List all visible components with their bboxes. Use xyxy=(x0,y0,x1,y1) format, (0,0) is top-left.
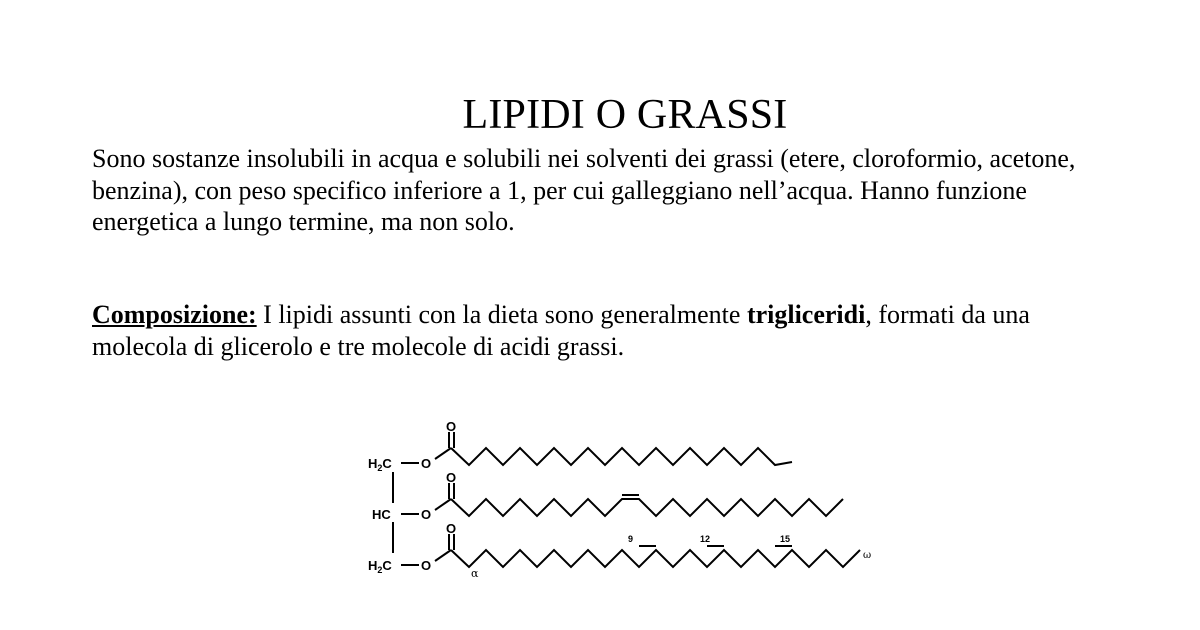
triglycerides-term: trigliceridi xyxy=(746,300,866,329)
glycerol-h2c-bottom: $H_2C$ xyxy=(368,558,392,575)
carbonyl-o-1: O xyxy=(446,419,457,434)
carbonyl-o-3: O xyxy=(446,521,457,536)
triglyceride-structure xyxy=(355,410,895,590)
carbonyl-o-2: O xyxy=(446,470,457,485)
o-c-bond-3 xyxy=(435,550,451,561)
omega-label: ω xyxy=(863,550,872,561)
o-c-bond-2 xyxy=(435,499,451,510)
fatty-acid-chain-3 xyxy=(451,550,860,567)
glycerol-hc: HC xyxy=(372,507,391,522)
page-title: LIPIDI O GRASSI xyxy=(462,92,788,138)
composition-label: Composizione: xyxy=(92,300,257,329)
intro-paragraph: Sono sostanze insolubili in acqua e solubili nei solventi dei grassi (etere, cloroformio, acetone, benzina), con peso specifico inferiore a 1, per cui galleggiano nell’acqua. Hanno funzione energetica a lungo termine, ma non solo. xyxy=(92,144,1076,236)
triglyceride-diagram xyxy=(355,410,895,590)
ester-o-1: O xyxy=(421,456,432,471)
alpha-label: α xyxy=(471,567,479,580)
ester-o-3: O xyxy=(421,558,432,573)
fatty-acid-chain-2 xyxy=(451,499,843,516)
composition-paragraph xyxy=(92,299,1122,362)
fatty-acid-chain-1 xyxy=(451,448,792,465)
glycerol-h2c-top: $H_2C$ xyxy=(368,456,392,473)
position-12-label: 12 xyxy=(700,534,711,544)
ester-o-2: O xyxy=(421,507,432,522)
position-15-label: 15 xyxy=(780,534,791,544)
composition-text-after: , formati da una molecola di glicerolo e tre molecole di acidi grassi. xyxy=(92,300,1030,361)
position-9-label: 9 xyxy=(628,534,634,544)
composition-text-before: I lipidi assunti con la dieta sono generalmente xyxy=(256,300,747,329)
o-c-bond-1 xyxy=(435,448,451,459)
